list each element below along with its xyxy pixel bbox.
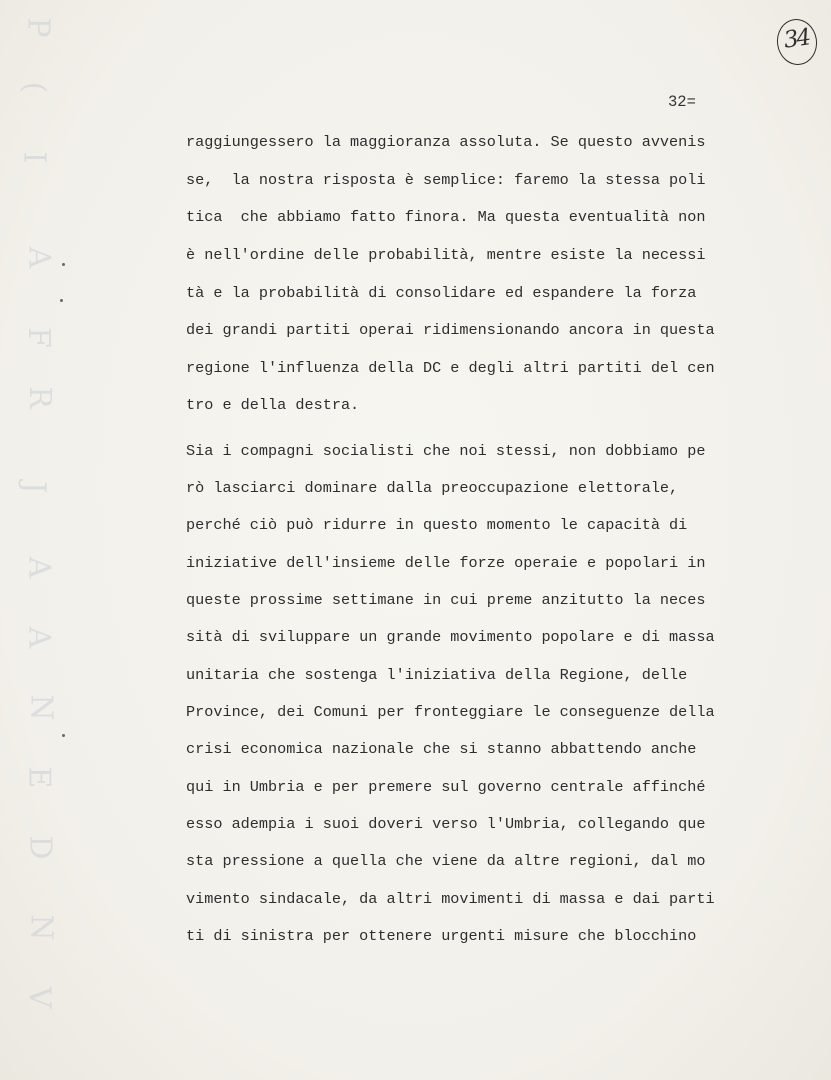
stamp-number: 34 [782, 24, 811, 54]
page-stamp [774, 16, 820, 67]
text-line: esso adempia i suoi doveri verso l'Umbria, collegando que [186, 815, 706, 833]
text-line: iniziative dell'insieme delle forze operaie e popolari in [186, 554, 706, 572]
page-number: 32= [668, 93, 696, 111]
margin-mark [62, 263, 65, 266]
reverse-side-bleed-through: P ( I A F R J A A N E D N V [16, 17, 59, 1009]
text-line: queste prossime settimane in cui preme anzitutto la neces [186, 591, 706, 609]
text-line: se, la nostra risposta è semplice: faremo la stessa poli [186, 171, 706, 189]
text-line: tica che abbiamo fatto finora. Ma questa eventualità non [186, 208, 706, 226]
text-line: ti di sinistra per ottenere urgenti misure che blocchino [186, 927, 697, 945]
text-line: sità di sviluppare un grande movimento popolare e di massa [186, 628, 715, 646]
text-line: unitaria che sostenga l'iniziativa della Regione, delle [186, 666, 688, 684]
text-line: qui in Umbria e per premere sul governo centrale affinché [186, 778, 706, 796]
text-line: raggiungessero la maggioranza assoluta. Se questo avvenis [186, 133, 706, 151]
text-line: vimento sindacale, da altri movimenti di massa e dai parti [186, 890, 715, 908]
text-line: tà e la probabilità di consolidare ed espandere la forza [186, 284, 697, 302]
margin-mark [62, 734, 65, 737]
margin-mark [60, 299, 63, 302]
text-line: sta pressione a quella che viene da altre regioni, dal mo [186, 852, 706, 870]
text-line: è nell'ordine delle probabilità, mentre esiste la necessi [186, 246, 706, 264]
text-line: crisi economica nazionale che si stanno abbattendo anche [186, 740, 697, 758]
text-line: Sia i compagni socialisti che noi stessi, non dobbiamo pe [186, 442, 706, 460]
text-line: rò lasciarci dominare dalla preoccupazione elettorale, [186, 479, 679, 497]
text-line: Province, dei Comuni per fronteggiare le conseguenze della [186, 703, 715, 721]
text-line: tro e della destra. [186, 396, 360, 414]
text-line: perché ciò può ridurre in questo momento le capacità di [186, 516, 688, 534]
text-line: dei grandi partiti operai ridimensionando ancora in questa [186, 321, 715, 339]
text-line: regione l'influenza della DC e degli altri partiti del cen [186, 359, 715, 377]
